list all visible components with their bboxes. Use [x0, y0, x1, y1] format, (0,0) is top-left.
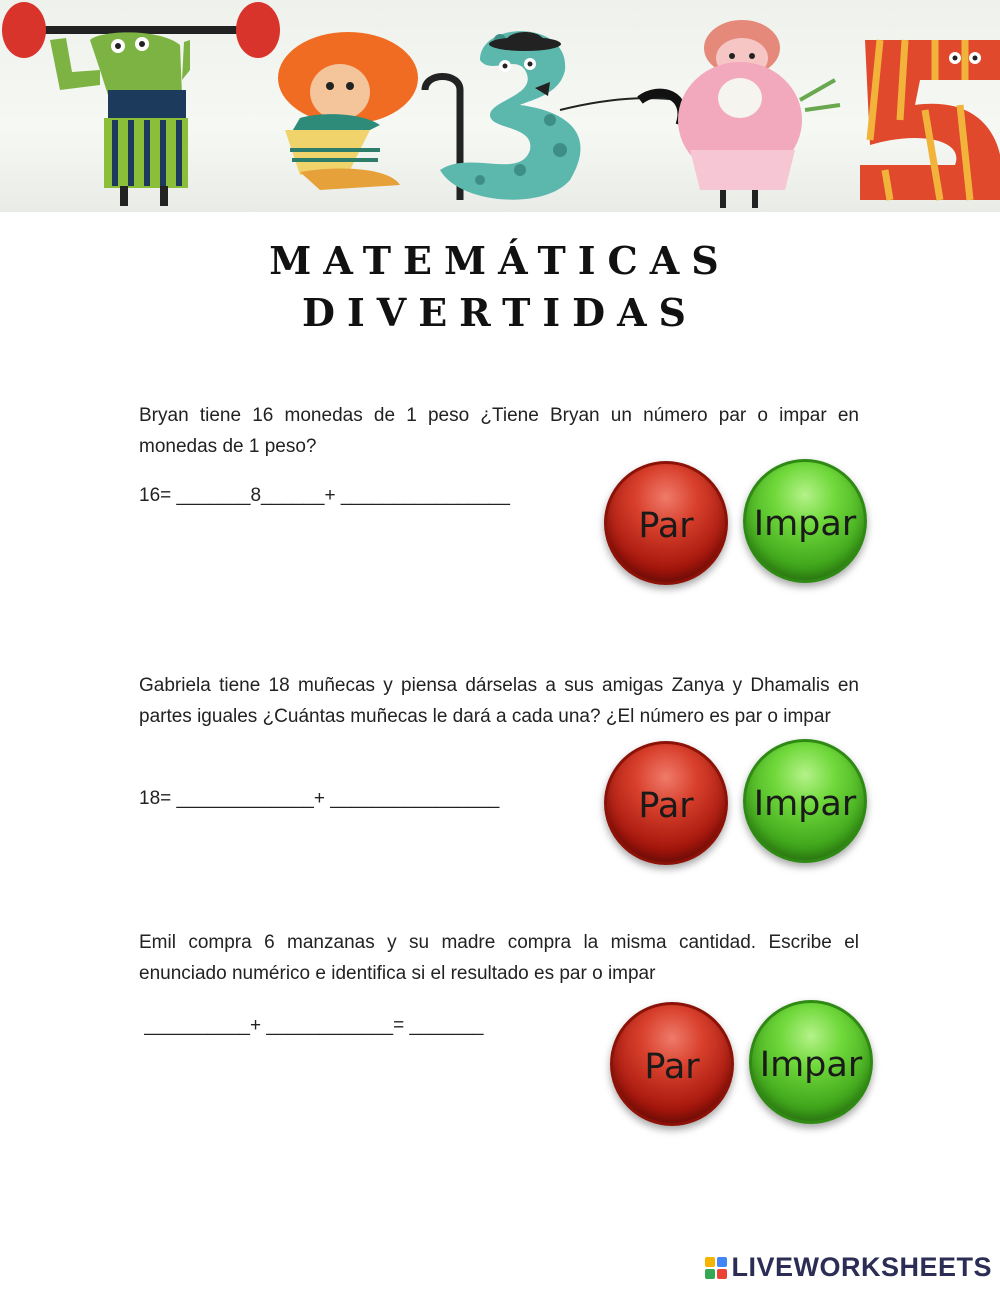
question-1-impar-button[interactable]	[743, 459, 867, 583]
number-characters-illustration	[0, 0, 1000, 212]
par-button-label: Par	[638, 506, 694, 546]
question-2-answer-line[interactable]: 18= _____________+ ________________	[139, 788, 500, 809]
question-2-impar-button[interactable]	[743, 739, 867, 863]
impar-button-label: Impar	[753, 784, 857, 824]
header-banner	[0, 0, 1000, 212]
brand-name: LIVEWORKSHEETS	[731, 1252, 992, 1282]
impar-button-label: Impar	[753, 504, 857, 544]
barbell-weight-left	[2, 2, 46, 58]
question-3-answer-line[interactable]: __________+ ____________= _______	[139, 1015, 484, 1036]
impar-button-label: Impar	[759, 1045, 863, 1085]
question-1-par-button[interactable]	[604, 461, 728, 585]
question-3-text: Emil compra 6 manzanas y su madre compra la misma cantidad. Escribe el enunciado numérico e identifica si el resultado es par o impar	[139, 932, 859, 984]
question-1-text: Bryan tiene 16 monedas de 1 peso ¿Tiene Bryan un número par o impar en monedas de 1 peso?	[139, 405, 859, 457]
barbell-bar	[20, 26, 270, 34]
par-button-label: Par	[638, 786, 694, 826]
barbell-weight-right	[236, 2, 280, 58]
question-1-answer-line[interactable]: 16= _______8______+ ________________	[139, 485, 510, 506]
orange-character-body	[285, 130, 370, 175]
liveworksheets-logo-icon	[705, 1257, 727, 1279]
question-3-impar-button[interactable]	[749, 1000, 873, 1124]
page-title-line-1: MATEMÁTICAS	[269, 238, 731, 283]
page-title-line-2: DIVERTIDAS	[301, 290, 699, 335]
par-button-label: Par	[644, 1047, 700, 1087]
green-character-shirt	[108, 90, 186, 120]
question-2-text: Gabriela tiene 18 muñecas y piensa dárselas a sus amigas Zanya y Dhamalis en partes iguales ¿Cuántas muñecas le dará a cada una? ¿El número es par o impar	[139, 675, 859, 727]
liveworksheets-brand[interactable]	[705, 1252, 992, 1283]
question-2-par-button[interactable]	[604, 741, 728, 865]
question-3-par-button[interactable]	[610, 1002, 734, 1126]
